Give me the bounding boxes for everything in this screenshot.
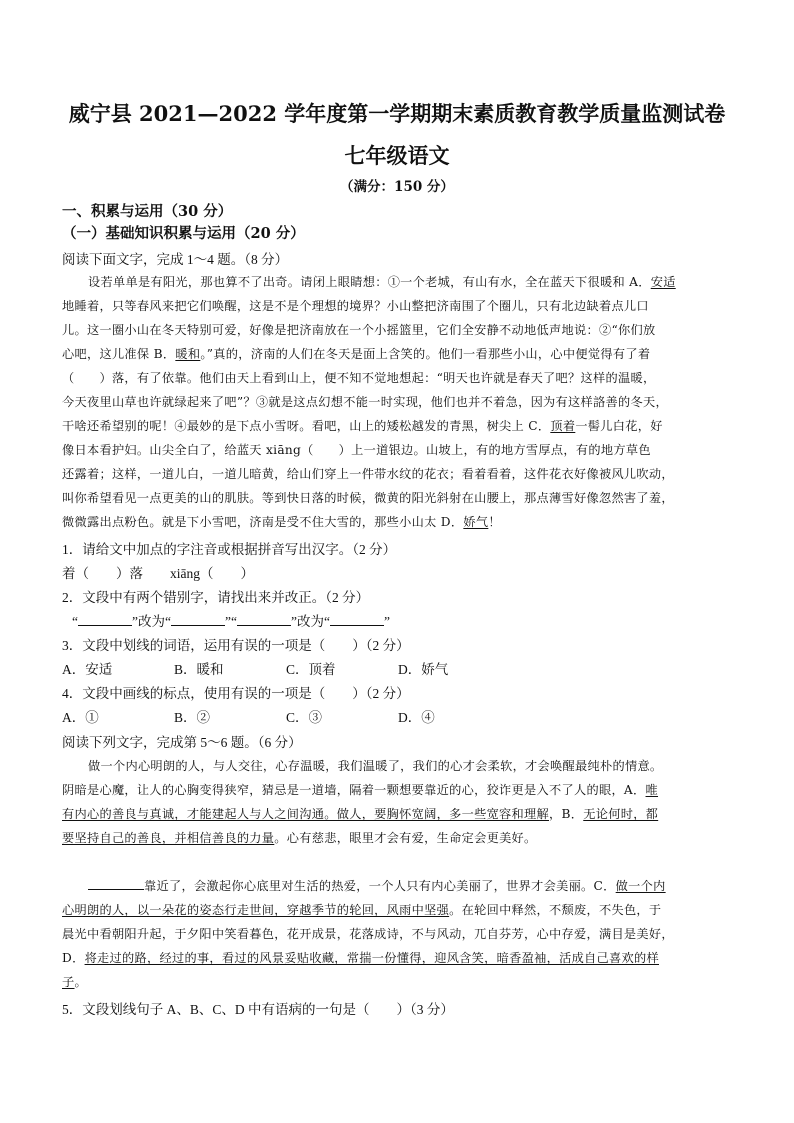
question-2-answer-area bbox=[72, 610, 390, 630]
option-a[interactable]: A．安适 bbox=[62, 662, 113, 677]
passage-text: 靠近了，会激起你心底里对生活的热爱，一个人只有内心美丽了，世界才会美丽。C． bbox=[144, 879, 616, 893]
question-5: 5．文段划线句子 A、B、C、D 中有语病的一句是（ ）（3 分） bbox=[62, 1002, 454, 1017]
passage-line: 还露着；这样，一道儿白，一道儿暗黄，给山们穿上一件带水纹的花衣；看着看着，这件花衣好像被风儿吹动， bbox=[62, 467, 674, 481]
passage-text: 。”真的，济南的人们在冬天是面上含笑的。他们一看那些小山，心中便觉得有了着 bbox=[200, 347, 651, 361]
question-4-options bbox=[62, 706, 734, 726]
question-3: 3．文段中划线的词语，运用有误的一项是（ ）（2 分） bbox=[62, 638, 410, 653]
passage-text: 设若单单是有阳光，那也算不了出奇。请闭上眼睛想：①一个老城，有山有水，全在蓝天下很暖和 A． bbox=[88, 275, 651, 289]
passage-line: 像日本看护妇。山尖全白了，给蓝天 xiāng（ ）上一道银边。山坡上，有的地方雪厚点，有的地方草色 bbox=[62, 443, 651, 457]
passage-line: 叫你希望看见一点更美的山的肌肤。等到快日落的时候，微黄的阳光斜射在山腰上，那点薄雪好像忽然害了羞， bbox=[62, 491, 674, 505]
answer-connector: ”改为“ bbox=[290, 614, 330, 629]
passage-text: 。心有慈悲，眼里才会有爱，生命定会更美好。 bbox=[274, 831, 537, 845]
underlined-word-c: 顶着 bbox=[550, 419, 576, 433]
answer-connector: ”改为“ bbox=[132, 614, 171, 629]
passage-line: 儿。这一圈小山在冬天特别可爱，好像是把济南放在一个小摇篮里，它们全安静不动地低声地说：②“你们放 bbox=[62, 323, 656, 337]
blank-correct-2[interactable] bbox=[330, 613, 384, 626]
passage-text: ！ bbox=[488, 515, 501, 529]
blank-correct-1[interactable] bbox=[171, 613, 225, 626]
passage-text: 微微露出点粉色。就是下小雪吧，济南是受不住大雪的，那些小山太 D． bbox=[62, 515, 464, 529]
underlined-sentence-c: 做一个内 bbox=[615, 879, 666, 893]
exam-title: 威宁县 2021—2022 学年度第一学期期末素质教育教学质量监测试卷 bbox=[68, 101, 726, 126]
passage-text: 心吧，这儿准保 B． bbox=[62, 347, 176, 361]
reading-intro-2: 阅读下列文字，完成第 5～6 题。（6 分） bbox=[62, 735, 302, 750]
passage-blank[interactable] bbox=[88, 877, 144, 890]
question-2: 2．文段中有两个错别字，请找出来并改正。（2 分） bbox=[62, 590, 370, 605]
passage2-line: 晨光中看朝阳升起，于夕阳中笑看暮色，花开成景，花落成诗，不与风动，兀自芬芳，心中存爱，满目是美好， bbox=[62, 927, 674, 941]
passage-text: 。 bbox=[74, 975, 87, 989]
underlined-sentence-b: 无论何时，都 bbox=[583, 807, 659, 821]
full-score: （满分：150 分） bbox=[340, 179, 454, 195]
quote-mark: “ bbox=[72, 614, 78, 629]
exam-subtitle: 七年级语文 bbox=[344, 143, 450, 168]
option-d[interactable]: D．④ bbox=[398, 710, 435, 725]
passage-text: 一髻儿白花，好 bbox=[575, 419, 663, 433]
question-3-options bbox=[62, 658, 734, 678]
option-c[interactable]: C．顶着 bbox=[286, 662, 336, 677]
passage-line: 今天夜里山草也许就绿起来了吧”？③就是这点幻想不能一时实现，他们也并不着急，因为有这样詻善的冬天， bbox=[62, 395, 668, 409]
question-1: 1．请给文中加点的字注音或根据拼音写出汉字。（2 分） bbox=[62, 542, 397, 557]
option-d[interactable]: D．娇气 bbox=[398, 662, 449, 677]
underlined-word-b: 暖和 bbox=[175, 347, 201, 361]
underlined-sentence-d: 将走过的路，经过的事，看过的风景妥贴收藏，常揣一份懂得，迎风含笑，暗香盈袖，活成自己喜欢的样 bbox=[84, 951, 659, 965]
underlined-sentence-b: 要坚持自己的善良，并相信善良的力量 bbox=[62, 831, 275, 845]
passage-text: ，B． bbox=[549, 807, 584, 821]
passage2-line bbox=[62, 949, 734, 966]
blank-wrong-1[interactable] bbox=[78, 613, 132, 626]
blank-wrong-2[interactable] bbox=[237, 613, 291, 626]
question-4: 4．文段中画线的标点，使用有误的一项是（ ）（2 分） bbox=[62, 686, 410, 701]
passage-line bbox=[62, 417, 734, 434]
passage-line: 地睡着，只等春风来把它们唤醒，这是不是个理想的境界？小山整把济南围了个圈儿，只有北边缺着点儿口 bbox=[62, 299, 649, 313]
passage2-line bbox=[62, 901, 734, 918]
reading-intro-1: 阅读下面文字，完成 1～4 题。（8 分） bbox=[62, 252, 289, 267]
option-b[interactable]: B．暖和 bbox=[174, 662, 224, 677]
passage2-line bbox=[88, 877, 734, 894]
passage2-line bbox=[62, 973, 734, 990]
underlined-word-d: 娇气 bbox=[463, 515, 489, 529]
underlined-sentence-d: 子 bbox=[62, 975, 75, 989]
passage2-line bbox=[62, 805, 734, 822]
quote-mark: ” bbox=[383, 614, 390, 629]
option-b[interactable]: B．② bbox=[174, 710, 211, 725]
underlined-sentence-c: 心明朗的人，以一朵花的姿态行走世间，穿越季节的轮回，风雨中坚强 bbox=[62, 903, 450, 917]
passage-line bbox=[88, 273, 734, 290]
section-heading: 一、积累与运用（30 分） bbox=[62, 203, 233, 220]
passage2-line bbox=[62, 781, 734, 798]
underlined-sentence-a: 唯 bbox=[645, 783, 659, 797]
question-1-answer-area[interactable]: 着（ ）落 xiāng（ ） bbox=[62, 566, 254, 581]
passage-line bbox=[62, 513, 734, 530]
passage-line: （ ）落，有了依靠。他们由天上看到山上，便不知不觉地想起：“明天也许就是春天了吧？这样的温暖， bbox=[62, 371, 656, 385]
passage-text: 干啥还希望别的呢！④最妙的是下点小雪呀。看吧，山上的矮松越发的青黑，树尖上 C． bbox=[62, 419, 551, 433]
passage2-line: 做一个内心明朗的人，与人交往，心存温暖，我们温暖了，我们的心才会柔软，才会唤醒最纯朴的情意。 bbox=[88, 759, 663, 773]
underlined-sentence-a: 有内心的善良与真诚，才能建起人与人之间沟通。做人，要胸怀宽阔，多一些宽容和理解 bbox=[62, 807, 550, 821]
subsection-heading: （一）基础知识积累与运用（20 分） bbox=[62, 225, 305, 242]
passage-text: D． bbox=[62, 951, 85, 965]
underlined-word-a: 安适 bbox=[650, 275, 676, 289]
option-c[interactable]: C．③ bbox=[286, 710, 323, 725]
answer-connector: ”“ bbox=[224, 614, 237, 629]
passage-text: 。在轮回中释然，不颓废，不失色，于 bbox=[449, 903, 662, 917]
passage-text: 阴暗是心魔，让人的心胸变得狭窄，猜忌是一道墙，隔着一颗想要靠近的心，狡诈更是入不了人的眼，A． bbox=[62, 783, 646, 797]
passage-line bbox=[62, 345, 734, 362]
option-a[interactable]: A．① bbox=[62, 710, 99, 725]
passage2-line bbox=[62, 829, 734, 846]
